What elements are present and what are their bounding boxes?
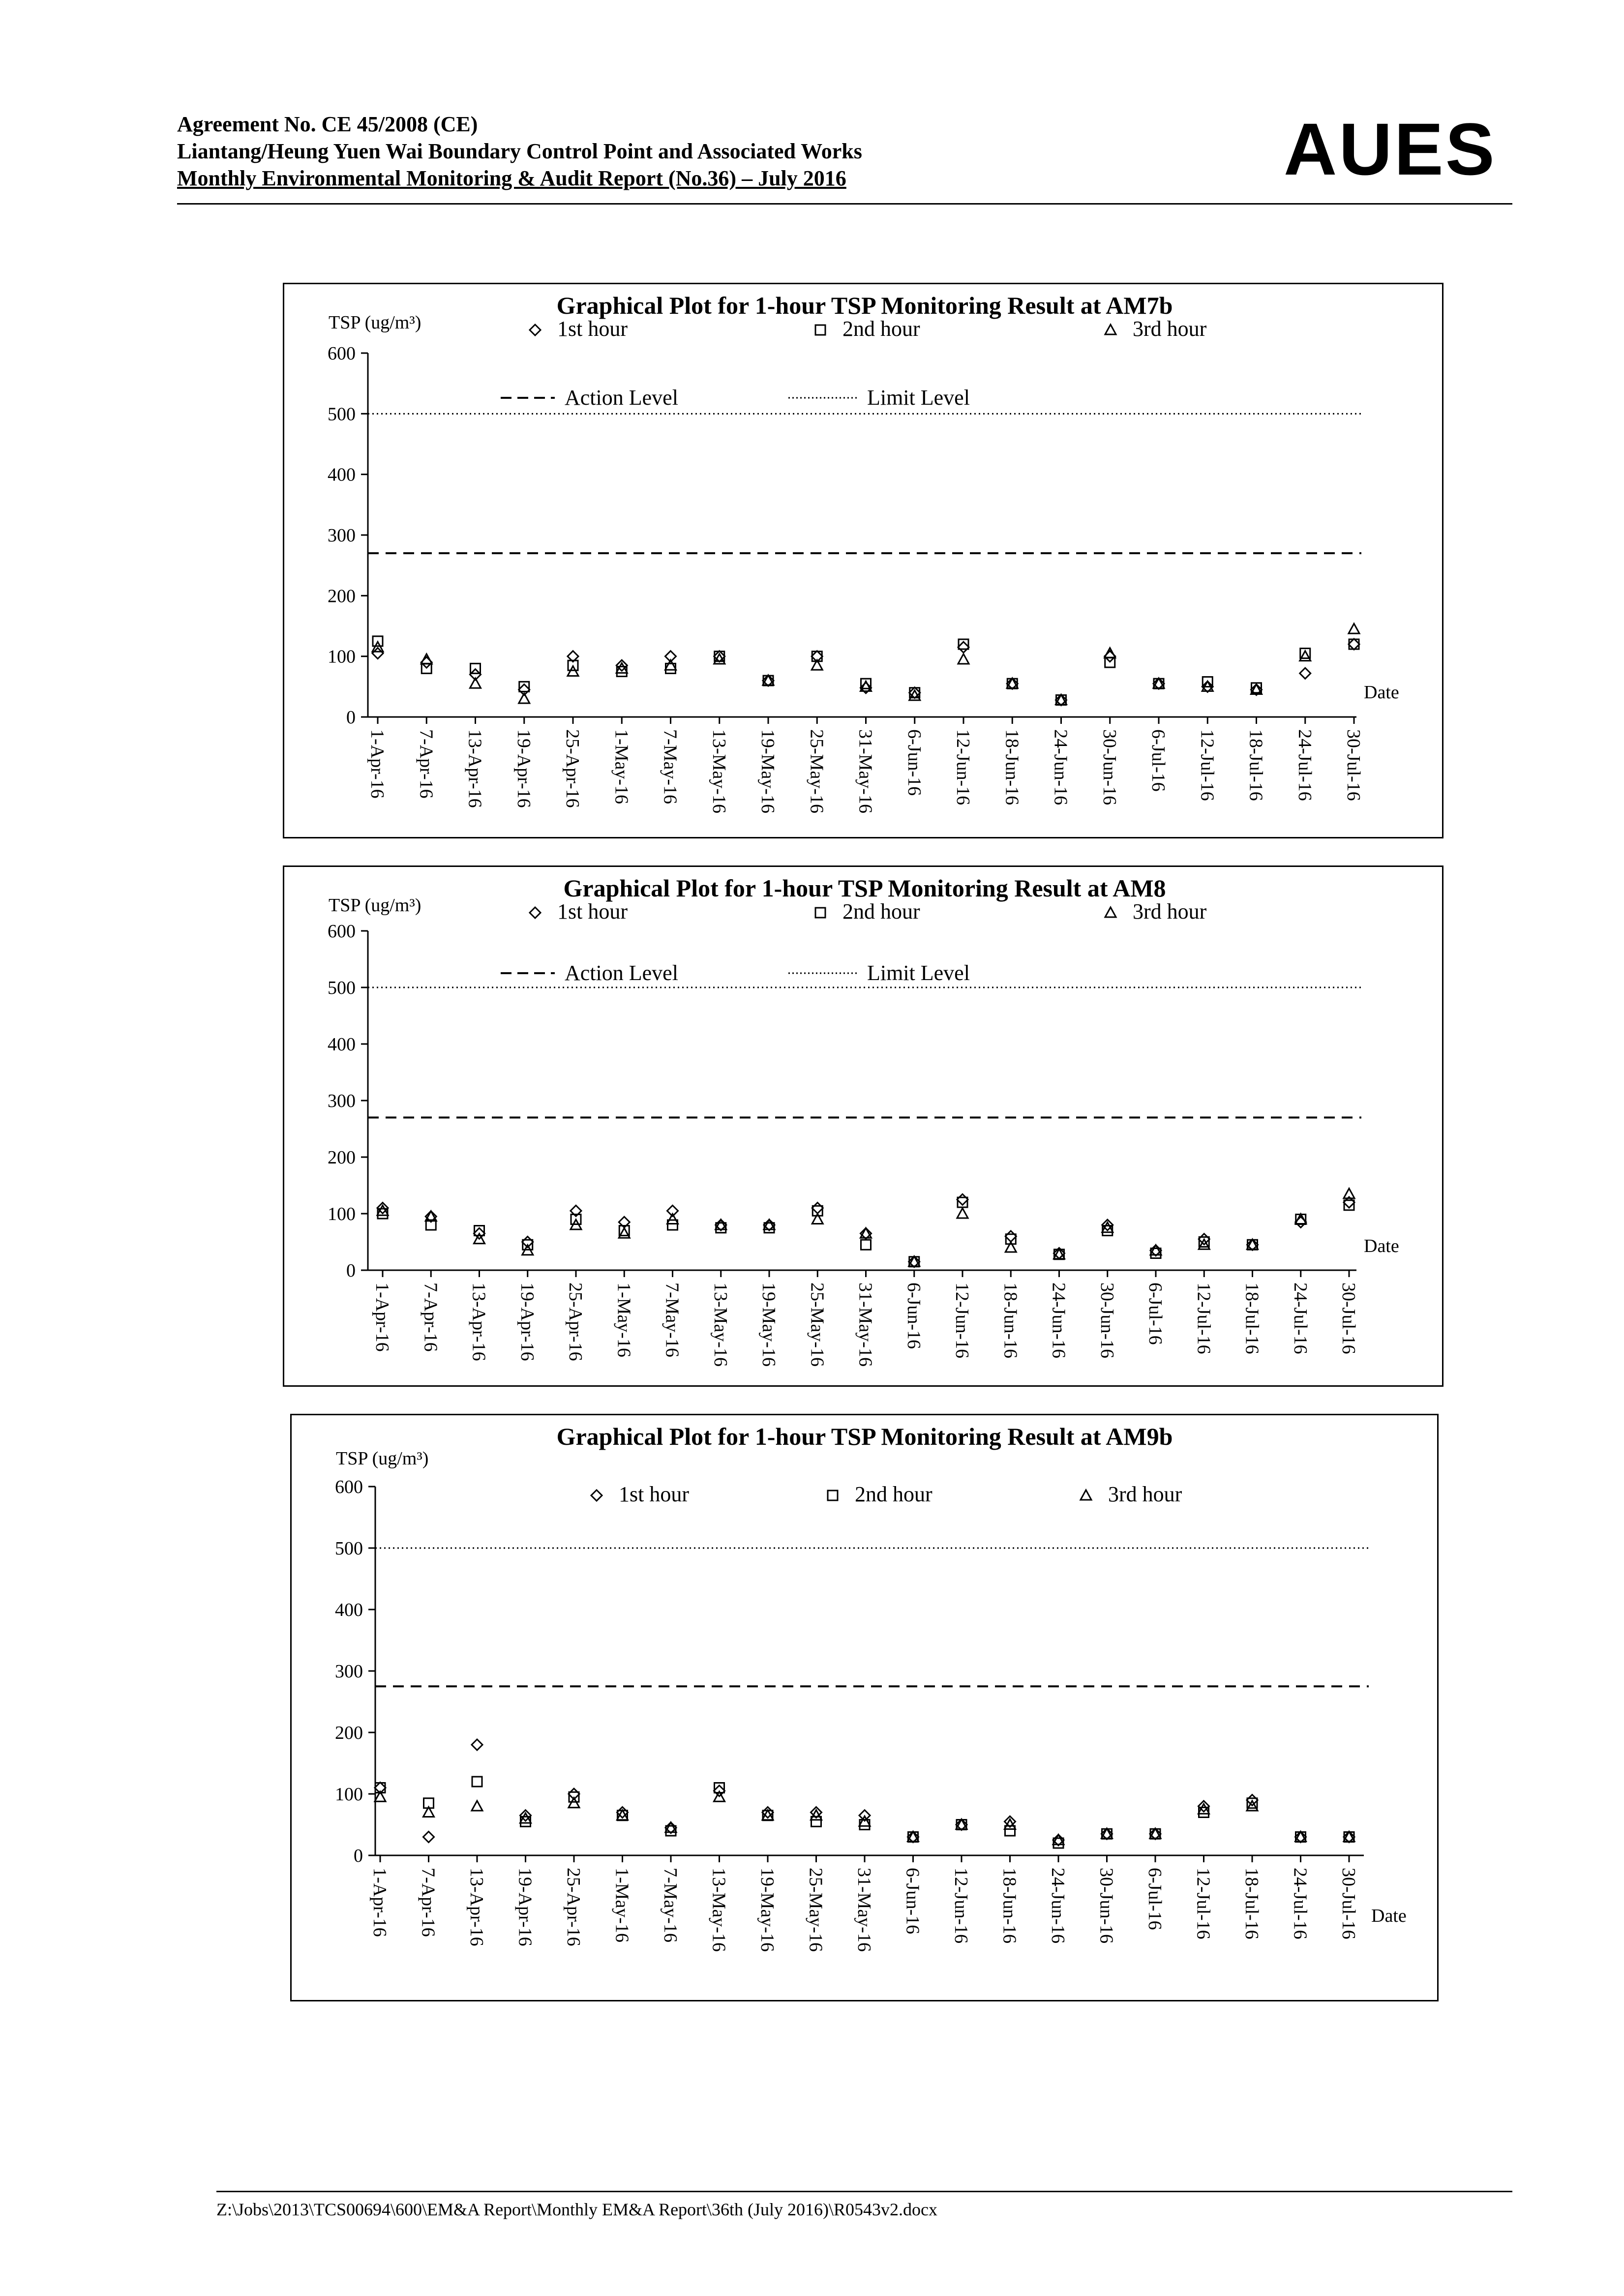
x-tick-label: 12-Jul-16 bbox=[1193, 1868, 1214, 1939]
x-tick-label: 25-Apr-16 bbox=[562, 729, 583, 808]
legend-label: 1st hour bbox=[557, 317, 628, 341]
x-tick-label: 12-Jul-16 bbox=[1193, 1282, 1214, 1354]
x-tick-label: 18-Jul-16 bbox=[1245, 729, 1266, 801]
data-point-triangle bbox=[908, 1832, 919, 1842]
data-point-triangle bbox=[421, 654, 432, 664]
aues-logo: AUES bbox=[1284, 108, 1497, 190]
x-tick-label: 19-May-16 bbox=[758, 1282, 779, 1367]
data-point-triangle bbox=[1056, 694, 1067, 704]
y-tick-label: 400 bbox=[328, 464, 356, 485]
x-tick-label: 13-Apr-16 bbox=[468, 1282, 489, 1361]
legend-limit-label: Limit Level bbox=[867, 386, 970, 410]
x-tick-label: 19-May-16 bbox=[757, 1868, 778, 1952]
agreement-number: Agreement No. CE 45/2008 (CE) bbox=[177, 112, 478, 136]
data-point-triangle bbox=[667, 1214, 678, 1224]
y-tick-label: 0 bbox=[346, 707, 356, 728]
data-point-triangle bbox=[1153, 678, 1164, 688]
data-point-triangle bbox=[958, 654, 969, 664]
x-tick-label: 24-Jul-16 bbox=[1290, 1868, 1311, 1939]
x-tick-label: 6-Jul-16 bbox=[1144, 1868, 1165, 1930]
data-point-triangle bbox=[1349, 624, 1359, 633]
chart-am8 bbox=[284, 867, 1445, 1388]
data-point-square bbox=[1349, 639, 1359, 649]
x-tick-label: 6-Jun-16 bbox=[902, 1868, 923, 1935]
x-tick-label: 30-Jun-16 bbox=[1096, 1868, 1117, 1944]
x-tick-label: 6-Jul-16 bbox=[1145, 1282, 1166, 1345]
x-tick-label: 7-Apr-16 bbox=[420, 1282, 441, 1352]
data-point-triangle bbox=[861, 1228, 872, 1238]
data-point-square bbox=[959, 639, 968, 649]
data-point-triangle bbox=[764, 1220, 775, 1229]
x-tick-label: 30-Jul-16 bbox=[1338, 1282, 1359, 1354]
report-title: Monthly Environmental Monitoring & Audit Report (No.36) – July 2016 bbox=[177, 166, 846, 190]
chart-panel-am7b bbox=[283, 283, 1444, 838]
data-point-diamond bbox=[1349, 639, 1359, 650]
data-point-triangle bbox=[956, 1819, 967, 1829]
chart-am9b bbox=[292, 1415, 1440, 2003]
y-tick-label: 600 bbox=[335, 1477, 363, 1497]
data-point-triangle bbox=[1344, 1832, 1354, 1842]
data-point-triangle bbox=[1053, 1835, 1064, 1845]
x-tick-label: 18-Jun-16 bbox=[1000, 1282, 1021, 1359]
chart-title: Graphical Plot for 1-hour TSP Monitoring Result at AM9b bbox=[556, 1423, 1173, 1450]
chart-panel-am9b bbox=[290, 1414, 1439, 2001]
x-tick-label: 12-Jul-16 bbox=[1197, 729, 1218, 801]
x-tick-label: 7-May-16 bbox=[660, 729, 681, 804]
data-point-triangle bbox=[470, 678, 481, 688]
y-tick-label: 400 bbox=[328, 1034, 356, 1055]
data-point-triangle bbox=[519, 693, 530, 703]
x-tick-label: 6-Jun-16 bbox=[903, 1282, 924, 1349]
x-tick-label: 24-Jun-16 bbox=[1048, 1868, 1068, 1944]
data-point-triangle bbox=[716, 1220, 726, 1229]
legend-marker bbox=[1105, 325, 1116, 334]
data-point-triangle bbox=[1150, 1245, 1161, 1255]
legend-marker bbox=[815, 908, 825, 918]
x-tick-label: 30-Jun-16 bbox=[1099, 729, 1120, 805]
x-tick-label: 1-Apr-16 bbox=[372, 1282, 392, 1352]
x-tick-label: 13-Apr-16 bbox=[466, 1868, 487, 1946]
legend-action-label: Action Level bbox=[565, 961, 678, 985]
x-tick-label: 19-May-16 bbox=[757, 729, 778, 813]
data-point-triangle bbox=[909, 1256, 920, 1266]
x-tick-label: 25-May-16 bbox=[805, 1868, 826, 1952]
data-point-triangle bbox=[1105, 648, 1115, 658]
x-tick-label: 7-Apr-16 bbox=[418, 1868, 439, 1937]
data-point-diamond bbox=[812, 1203, 823, 1214]
footer-rule bbox=[216, 2191, 1512, 2192]
x-tick-label: 31-May-16 bbox=[855, 1282, 876, 1367]
y-tick-label: 0 bbox=[346, 1260, 356, 1281]
x-tick-label: 1-May-16 bbox=[611, 1868, 632, 1942]
legend-label: 3rd hour bbox=[1133, 899, 1207, 924]
legend-label: 2nd hour bbox=[842, 317, 920, 341]
data-point-triangle bbox=[1102, 1828, 1113, 1838]
legend-marker bbox=[1081, 1490, 1091, 1500]
x-tick-label: 7-May-16 bbox=[662, 1282, 683, 1357]
x-tick-label: 19-Apr-16 bbox=[513, 729, 534, 808]
x-tick-label: 13-May-16 bbox=[708, 1868, 729, 1952]
data-point-square bbox=[861, 1240, 871, 1250]
project-title: Liantang/Heung Yuen Wai Boundary Control Point and Associated Works bbox=[177, 139, 862, 163]
legend-marker bbox=[530, 907, 541, 918]
x-tick-label: 1-Apr-16 bbox=[367, 729, 388, 799]
legend-label: 3rd hour bbox=[1108, 1482, 1182, 1506]
data-point-diamond bbox=[958, 642, 969, 653]
legend-label: 2nd hour bbox=[855, 1482, 932, 1506]
x-tick-label: 7-May-16 bbox=[660, 1868, 681, 1942]
x-tick-label: 18-Jul-16 bbox=[1241, 1282, 1263, 1354]
y-tick-label: 0 bbox=[354, 1846, 363, 1866]
x-tick-label: 19-Apr-16 bbox=[514, 1868, 536, 1946]
data-point-diamond bbox=[423, 1832, 434, 1843]
y-tick-label: 100 bbox=[328, 1204, 356, 1224]
data-point-triangle bbox=[1247, 1239, 1258, 1249]
chart-title: Graphical Plot for 1-hour TSP Monitoring Result at AM7b bbox=[556, 292, 1173, 319]
x-tick-label: 25-Apr-16 bbox=[565, 1282, 586, 1361]
data-point-triangle bbox=[1150, 1828, 1161, 1838]
legend-label: 3rd hour bbox=[1133, 317, 1207, 341]
x-tick-label: 24-Jun-16 bbox=[1048, 1282, 1069, 1359]
x-tick-label: 31-May-16 bbox=[855, 729, 876, 813]
x-tick-label: 18-Jun-16 bbox=[999, 1868, 1020, 1944]
x-tick-label: 18-Jul-16 bbox=[1241, 1868, 1262, 1939]
file-path: Z:\Jobs\2013\TCS00694\600\EM&A Report\Monthly EM&A Report\36th (July 2016)\R0543v2.docx bbox=[216, 2200, 938, 2219]
legend-label: 2nd hour bbox=[842, 899, 920, 924]
x-tick-label: 1-May-16 bbox=[611, 729, 632, 804]
y-axis-label: TSP (ug/m³) bbox=[336, 1448, 429, 1469]
data-point-square bbox=[519, 682, 529, 691]
data-point-triangle bbox=[1007, 678, 1018, 688]
data-point-triangle bbox=[1300, 651, 1311, 661]
header-rule bbox=[177, 203, 1512, 205]
x-tick-label: 7-Apr-16 bbox=[416, 729, 437, 799]
legend-marker bbox=[530, 325, 541, 335]
data-point-triangle bbox=[619, 1228, 630, 1238]
x-tick-label: 12-Jun-16 bbox=[952, 1282, 972, 1359]
x-tick-label: 6-Jul-16 bbox=[1148, 729, 1169, 792]
y-tick-label: 200 bbox=[328, 1147, 356, 1168]
y-tick-label: 600 bbox=[328, 343, 356, 364]
y-tick-label: 400 bbox=[335, 1600, 363, 1620]
y-tick-label: 500 bbox=[335, 1538, 363, 1559]
y-tick-label: 300 bbox=[328, 1091, 356, 1111]
y-tick-label: 600 bbox=[328, 921, 356, 942]
data-point-diamond bbox=[472, 1739, 482, 1750]
x-tick-label: 24-Jun-16 bbox=[1050, 729, 1071, 805]
legend-label: 1st hour bbox=[557, 899, 628, 924]
y-tick-label: 500 bbox=[328, 404, 356, 425]
data-point-diamond bbox=[1105, 651, 1115, 662]
data-point-diamond bbox=[957, 1194, 968, 1205]
x-axis-label: Date bbox=[1364, 682, 1399, 703]
x-tick-label: 6-Jun-16 bbox=[903, 729, 925, 796]
y-tick-label: 200 bbox=[335, 1723, 363, 1743]
x-tick-label: 31-May-16 bbox=[854, 1868, 874, 1952]
x-tick-label: 12-Jun-16 bbox=[951, 1868, 971, 1944]
x-tick-label: 13-May-16 bbox=[710, 1282, 731, 1367]
x-tick-label: 30-Jul-16 bbox=[1343, 729, 1364, 801]
chart-am7b bbox=[284, 284, 1445, 840]
y-tick-label: 300 bbox=[328, 525, 356, 546]
data-point-triangle bbox=[957, 1208, 968, 1218]
y-axis-label: TSP (ug/m³) bbox=[329, 312, 421, 333]
legend-marker bbox=[1105, 907, 1116, 917]
y-axis-label: TSP (ug/m³) bbox=[329, 895, 421, 916]
legend-marker bbox=[815, 325, 825, 335]
data-point-triangle bbox=[763, 675, 774, 685]
data-point-triangle bbox=[472, 1801, 482, 1811]
legend-marker bbox=[828, 1491, 838, 1500]
x-tick-label: 30-Jul-16 bbox=[1338, 1868, 1359, 1939]
x-tick-label: 24-Jul-16 bbox=[1290, 1282, 1311, 1354]
x-tick-label: 1-Apr-16 bbox=[369, 1868, 390, 1937]
chart-title: Graphical Plot for 1-hour TSP Monitoring Result at AM8 bbox=[563, 874, 1166, 902]
y-tick-label: 200 bbox=[328, 586, 356, 607]
y-tick-label: 300 bbox=[335, 1661, 363, 1682]
data-point-triangle bbox=[665, 1822, 676, 1832]
data-point-triangle bbox=[665, 660, 676, 670]
y-tick-label: 100 bbox=[328, 646, 356, 667]
data-point-diamond bbox=[1005, 1231, 1016, 1242]
data-point-triangle bbox=[1295, 1214, 1306, 1224]
x-tick-label: 1-May-16 bbox=[613, 1282, 634, 1357]
data-point-diamond bbox=[421, 657, 432, 668]
data-point-square bbox=[472, 1777, 482, 1787]
legend-marker bbox=[591, 1490, 602, 1501]
x-axis-label: Date bbox=[1364, 1236, 1399, 1256]
data-point-diamond bbox=[1300, 668, 1311, 679]
x-tick-label: 25-Apr-16 bbox=[563, 1868, 584, 1946]
x-tick-label: 18-Jun-16 bbox=[1001, 729, 1023, 805]
x-tick-label: 12-Jun-16 bbox=[953, 729, 973, 805]
y-tick-label: 100 bbox=[335, 1784, 363, 1805]
x-axis-label: Date bbox=[1371, 1906, 1407, 1926]
chart-panel-am8 bbox=[283, 865, 1444, 1387]
x-tick-label: 24-Jul-16 bbox=[1294, 729, 1315, 801]
x-tick-label: 25-May-16 bbox=[806, 729, 827, 813]
legend-action-label: Action Level bbox=[565, 386, 678, 410]
legend-label: 1st hour bbox=[619, 1482, 689, 1506]
x-tick-label: 13-May-16 bbox=[708, 729, 729, 813]
x-tick-label: 30-Jun-16 bbox=[1096, 1282, 1117, 1359]
x-tick-label: 13-Apr-16 bbox=[464, 729, 485, 808]
x-tick-label: 25-May-16 bbox=[807, 1282, 828, 1367]
legend-limit-label: Limit Level bbox=[867, 961, 970, 985]
x-tick-label: 19-Apr-16 bbox=[516, 1282, 538, 1361]
data-point-triangle bbox=[1295, 1832, 1306, 1842]
y-tick-label: 500 bbox=[328, 978, 356, 998]
